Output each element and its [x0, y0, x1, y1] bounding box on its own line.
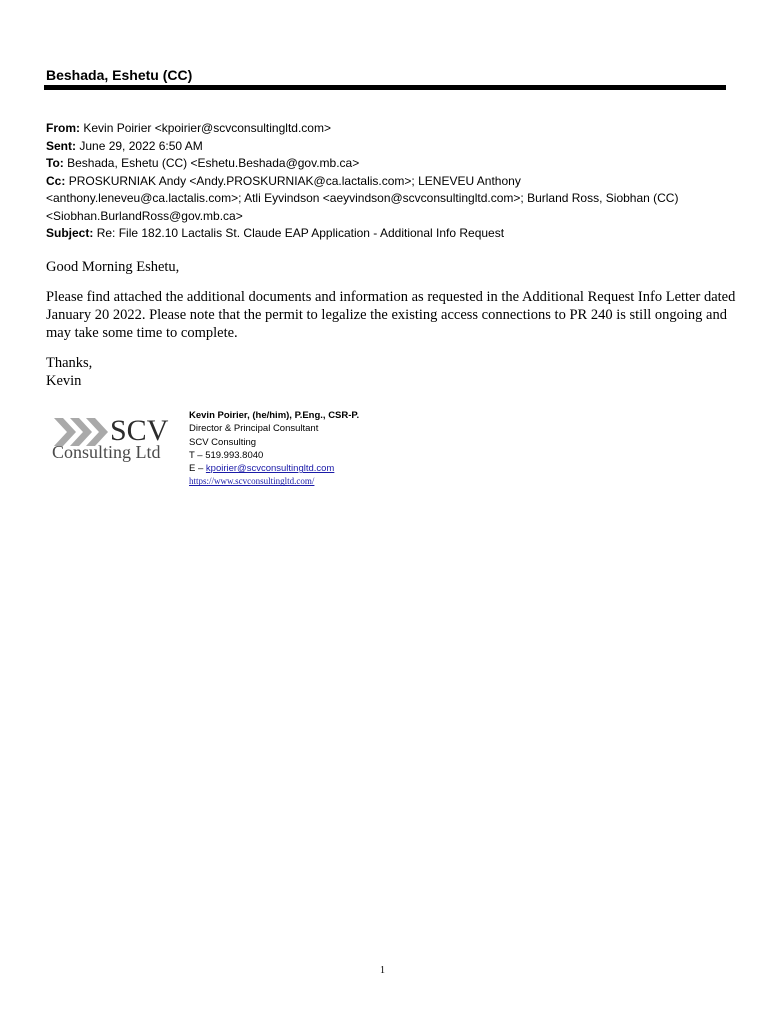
signature-phone: T – 519.993.8040 [189, 449, 264, 461]
from-label: From: [46, 121, 80, 135]
signature-email-row [189, 462, 359, 475]
mailbox-owner: Beshada, Eshetu (CC) [46, 67, 193, 83]
to-label: To: [46, 156, 64, 170]
to-value: Beshada, Eshetu (CC) <Eshetu.Beshada@gov.mb.ca> [67, 156, 360, 170]
sender-name: Kevin [46, 373, 82, 389]
subject-value: Re: File 182.10 Lactalis St. Claude EAP Application - Additional Info Request [96, 226, 505, 240]
sent-label: Sent: [46, 138, 76, 153]
cc-row-continued: <anthony.leneveu@ca.lactalis.com>; Atli Eyvindson <aeyvindson@scvconsultingltd.com>; Burland Ross, Siobhan (CC) [46, 191, 679, 205]
email-body [46, 258, 736, 390]
company-logo [52, 414, 174, 466]
email-signature [189, 409, 359, 489]
cc-label: Cc: [46, 173, 66, 188]
signature-website-link[interactable]: https://www.scvconsultingltd.com/ [189, 476, 315, 487]
cc-row [46, 173, 736, 191]
subject-label: Subject: [46, 226, 94, 240]
from-value: Kevin Poirier <kpoirier@scvconsultingltd.com> [83, 121, 331, 135]
signature-name: Kevin Poirier, (he/him), P.Eng., CSR-P. [189, 410, 360, 421]
signature-email-link[interactable]: kpoirier@scvconsultingltd.com [205, 463, 335, 475]
logo-wordmark: SCV [110, 414, 169, 447]
header-divider [44, 85, 726, 90]
cc-value-line1: PROSKURNIAK Andy <Andy.PROSKURNIAK@ca.lactalis.com>; LENEVEU Anthony [68, 173, 521, 188]
signature-company: SCV Consulting [189, 436, 257, 448]
from-row [46, 120, 736, 138]
closing: Thanks, [46, 355, 93, 371]
signature-title: Director & Principal Consultant [189, 423, 319, 435]
email-headers [46, 120, 736, 243]
subject-row [46, 225, 736, 243]
cc-row-continued-2: <Siobhan.BurlandRoss@gov.mb.ca> [46, 208, 243, 223]
to-row [46, 155, 736, 173]
sent-row [46, 138, 736, 156]
page-number: 1 [380, 965, 385, 976]
signature-email-prefix: E – [189, 463, 206, 475]
greeting: Good Morning Eshetu, [46, 259, 180, 275]
logo-subtitle: Consulting Ltd [52, 442, 161, 462]
sent-value: June 29, 2022 6:50 AM [79, 138, 203, 153]
body-paragraph: Please find attached the additional documents and information as requested in the Additional Request Info Letter dated January 20 2022. Please note that the permit to legalize the existing access connections to PR 240 is still ongoing and may take some time to complete. [46, 289, 736, 341]
